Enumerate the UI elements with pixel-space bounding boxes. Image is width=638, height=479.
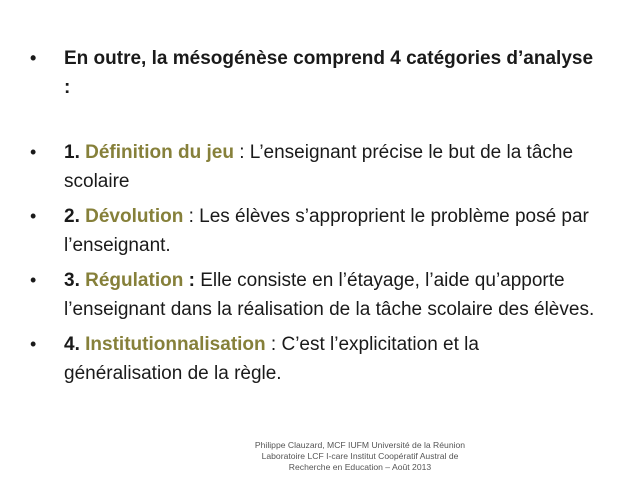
footer-credit [210,440,510,473]
item-number: 1. [64,142,80,163]
item-number: 3. [64,270,80,291]
bullet-dot: • [30,48,37,68]
item-description: : C’est l’explicitation et la généralisation de la règle. [64,334,479,384]
term-regulation: Régulation [85,270,184,291]
bullet-dot: • [30,142,37,162]
bullet-list [30,44,600,388]
bullet-intro [30,44,600,102]
footer-line: Philippe Clauzard, MCF IUFM Université de la Réunion [254,440,466,450]
footer-line: Recherche en Education – Août 2013 [288,462,432,472]
item-description: : L’enseignant précise le but de la tâche scolaire [64,142,574,192]
intro-text: En outre, la mésogénèse comprend 4 catégories d’analyse : [64,48,594,98]
item-description: : Les élèves s’approprient le problème posé par l’enseignant. [64,206,589,256]
term-devolution: Dévolution [85,206,184,227]
item-colon: : [183,270,195,291]
item-description: Elle consiste en l’étayage, l’aide qu’apporte l’enseignant dans la réalisation de la tâche scolaire des élèves. [64,270,595,320]
item-number: 4. [64,334,80,355]
item-number: 2. [64,206,80,227]
term-definition-du-jeu: Définition du jeu [85,142,234,163]
bullet-definition-du-jeu [30,138,600,196]
bullet-dot: • [30,334,37,354]
bullet-dot: • [30,206,37,226]
footer-line: Laboratoire LCF I-care Institut Coopératif Austral de [261,451,459,461]
bullet-dot: • [30,270,37,290]
bullet-devolution [30,202,600,260]
term-institutionnalisation: Institutionnalisation [85,334,266,355]
bullet-regulation [30,266,600,324]
bullet-institutionnalisation [30,330,600,388]
